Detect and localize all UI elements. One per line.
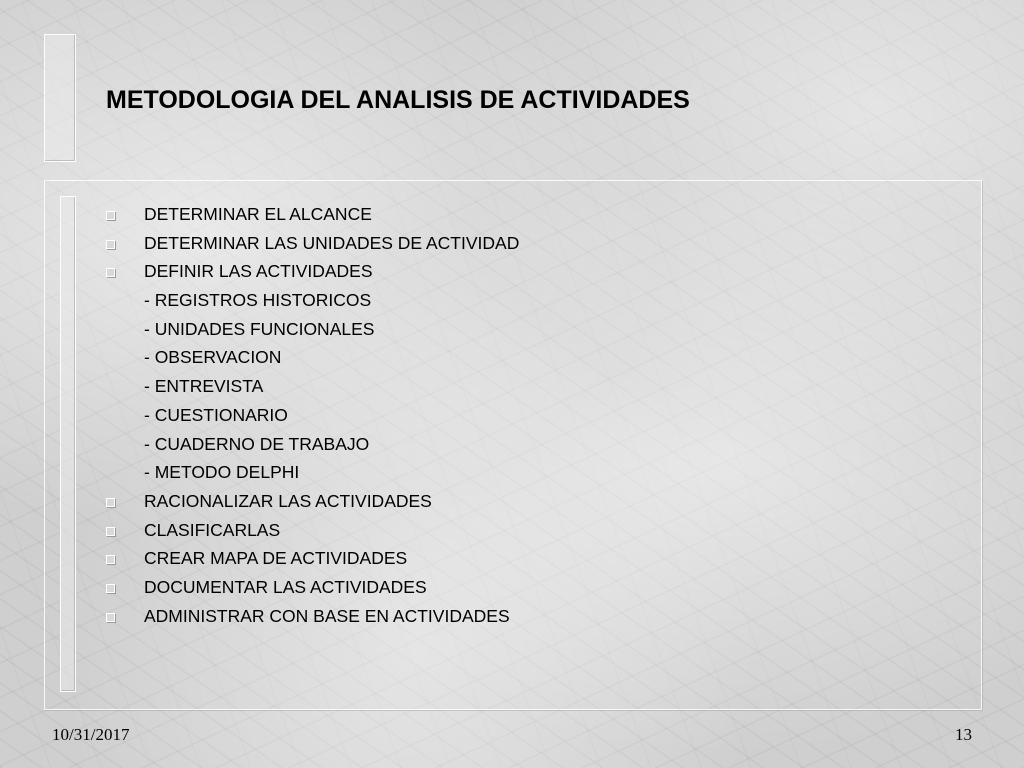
list-subitem <box>106 315 519 344</box>
list-subitem-text: - REGISTROS HISTORICOS <box>144 290 372 311</box>
list-subitem-text: - METODO DELPHI <box>144 462 300 483</box>
list-subitem <box>106 430 519 459</box>
list-item-text: DEFINIR LAS ACTIVIDADES <box>144 261 373 282</box>
title-accent-bar <box>44 34 76 162</box>
list-item-text: RACIONALIZAR LAS ACTIVIDADES <box>144 490 432 511</box>
square-bullet-icon <box>106 555 115 564</box>
content-list <box>106 200 519 630</box>
list-subitem-text: - CUESTIONARIO <box>144 404 288 425</box>
list-item <box>106 229 519 258</box>
list-subitem <box>106 458 519 487</box>
list-subitem-text: - ENTREVISTA <box>144 376 264 397</box>
list-item <box>106 516 519 545</box>
list-item <box>106 544 519 573</box>
list-item-text: CREAR MAPA DE ACTIVIDADES <box>144 548 408 569</box>
square-bullet-icon <box>106 613 115 622</box>
list-subitem-text: - UNIDADES FUNCIONALES <box>144 318 375 339</box>
list-item-text: CLASIFICARLAS <box>144 519 281 540</box>
square-bullet-icon <box>106 240 115 249</box>
square-bullet-icon <box>106 498 115 507</box>
footer-date: 10/31/2017 <box>52 725 130 744</box>
list-item <box>106 200 519 229</box>
list-item <box>106 257 519 286</box>
square-bullet-icon <box>106 527 115 536</box>
list-item-text: ADMINISTRAR CON BASE EN ACTIVIDADES <box>144 605 510 626</box>
list-subitem <box>106 286 519 315</box>
list-subitem <box>106 343 519 372</box>
square-bullet-icon <box>106 268 115 277</box>
list-subitem-text: - OBSERVACION <box>144 347 282 368</box>
square-bullet-icon <box>106 584 115 593</box>
list-item-text: DETERMINAR EL ALCANCE <box>144 204 372 224</box>
list-item-text: DOCUMENTAR LAS ACTIVIDADES <box>144 576 427 597</box>
list-subitem <box>106 401 519 430</box>
slide-title: METODOLOGIA DEL ANALISIS DE ACTIVIDADES <box>106 86 690 114</box>
list-item-text: DETERMINAR LAS UNIDADES DE ACTIVIDAD <box>144 232 520 253</box>
list-item <box>106 573 519 602</box>
list-subitem <box>106 372 519 401</box>
list-subitem-text: - CUADERNO DE TRABAJO <box>144 433 370 454</box>
content-accent-bar <box>60 196 76 692</box>
slide-number: 13 <box>955 725 972 744</box>
square-bullet-icon <box>106 211 115 220</box>
list-item <box>106 602 519 631</box>
list-item <box>106 487 519 516</box>
